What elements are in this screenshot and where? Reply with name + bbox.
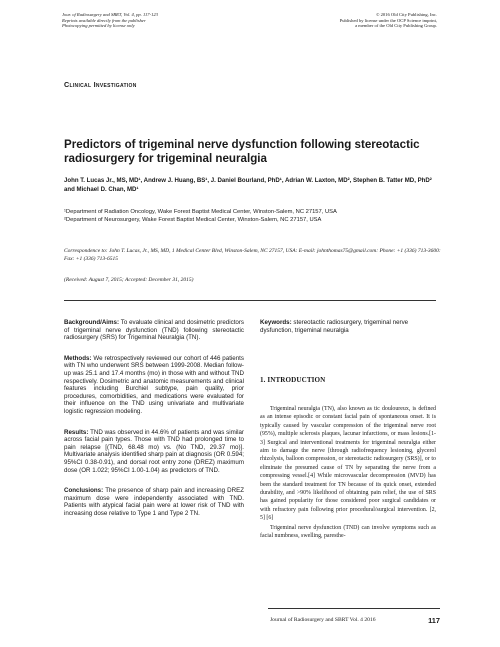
right-column	[260, 319, 436, 540]
header-left-line: Reprints available directly from the publisher	[62, 17, 146, 23]
header-right-line: Published by license under the OCP Science imprint,	[339, 17, 437, 23]
affiliations	[64, 209, 444, 224]
received-accepted-dates: (Received: August 7, 2015; Accepted: December 31, 2015)	[64, 277, 194, 283]
abstract-label: Results:	[64, 428, 89, 436]
affiliation-line: ¹Department of Radiation Oncology, Wake Forest Baptist Medical Center, Winston-Salem, NC 27157, USA	[64, 209, 337, 215]
correspondence: Correspondence to: John T. Lucas, Jr., MS, MD, 1 Medical Center Blvd, Winston-Salem, NC 27157, USA: E-mail: johnthomas75@gmail.com: Phone: +1 (336) 713-3600: Fax: +1 (336) 713-6515	[64, 248, 441, 262]
abstract-methods	[64, 355, 244, 416]
abstract-background	[64, 319, 244, 342]
keywords	[260, 319, 436, 334]
abstract-text: The presence of sharp pain and increasing DREZ maximum dose were independently associated with TND. Patients with atypical facial pain were at lower risk of TND with increasing dose relative to Type 1 and Type 2 TN.	[64, 487, 245, 517]
article-title: Predictors of trigeminal nerve dysfunction following stereotactic radiosurgery for trigeminal neuralgia	[64, 138, 420, 165]
author-list: John T. Lucas Jr., MS, MD¹, Andrew J. Huang, BS¹, J. Daniel Bourland, PhD¹, Adrian W. Laxton, MD², Stephen B. Tatter MD, PhD² and Michael D. Chan, MD¹	[64, 177, 432, 193]
keywords-label: Keywords:	[260, 319, 292, 326]
introduction-body	[260, 405, 436, 542]
abstract	[64, 319, 244, 530]
keywords-text: stereotactic radiosurgery, trigeminal nerve dysfunction, trigeminal neuralgia	[260, 319, 409, 334]
affiliation-line: ²Department of Neurosurgery, Wake Forest Baptist Medical Center, Winston-Salem, NC 27157, USA	[64, 216, 322, 223]
abstract-text: TND was observed in 44.6% of patients and was similar across facial pain types. Those with TND had prolonged time to pain relapse [(TND, 68.48 mo) vs. (No TND, 29.37 mo)]. Multivariate analysis identified sharp pain at diagnosis (OR 0.594; 95%CI 0.38-0.91), and dorsal root entry zone (DREZ) maximum dose (OR 1.022; 95%CI 1.00-1.04) as predictors of TND.	[64, 428, 244, 474]
abstract-label: Conclusions:	[64, 487, 104, 495]
section-label: Clinical Investigation	[64, 80, 137, 89]
body-paragraph: Trigeminal nerve dysfunction (TND) can involve symptoms such as facial numbness, swelling, paresthe-	[260, 524, 436, 540]
body-paragraph: Trigeminal neuralgia (TN), also known as tic douloureux, is defined as an intense episodic or constant facial pain of spontaneous onset. It is typically caused by vascular compression of the trigeminal nerve root (95%), multiple sclerosis plaques, lacunar infarctions, or mass lesions.[1-3] Surgical and interventional treatments for trigeminal neuralgia either aim to damage the nerve [through radiofrequency lesioning, glycerol rhizolysis, balloon compression, or stereotactic radiosurgery (SRS)], or to eliminate the presumed cause of TN by separating the nerve from a compressing vessel.[4] While microvascular decompression (MVD) has been the standard treatment for TN because of its quick onset, extended durability, and >90% likelihood of obtaining pain relief, the use of SRS has gained popularity for those considered poor surgical candidates or with refractory pain following prior procedural/surgical intervention. [2, 5] [6]	[260, 406, 436, 522]
introduction-heading: 1. INTRODUCTION	[260, 376, 326, 384]
header-right-line: © 2016 Old City Publishing, Inc.	[375, 12, 437, 17]
footer-journal: Journal of Radiosurgery and SBRT Vol. 4 2016	[270, 617, 376, 623]
abstract-results	[64, 429, 244, 475]
footer-rule	[268, 608, 440, 609]
abstract-label: Methods:	[64, 354, 92, 362]
abstract-conclusions	[64, 487, 244, 517]
header-left-line: Photocopying permitted by license only	[62, 23, 135, 29]
abstract-text: To evaluate clinical and dosimetric predictors of trigeminal nerve dysfunction (TND) following stereotactic radiosurgery (SRS) for Trigeminal Neuralgia (TN).	[64, 319, 245, 342]
abstract-label: Background/Aims:	[64, 319, 120, 326]
separator-rule	[64, 300, 436, 301]
header-left-line: Jour. of Radiosurgery and SBRT, Vol. 4, pp. 117-123	[62, 12, 158, 17]
page-number: 117	[428, 616, 440, 625]
abstract-text: We retrospectively reviewed our cohort of 446 patients with TN who underwent SRS between 1999-2008. Median follow-up was 25.1 and 17.4 months (mo) in those with and without TND respectively. Dosimetric and anatomic measurements and clinical features including Burchiel subtype, pain quality, prior procedures, comorbidities, and medications were evaluated for their influence on the TND using univariate and multivariate logistic regression modeling.	[64, 354, 244, 415]
journal-header-right	[237, 12, 437, 29]
header-right-line: a member of the Old City Publishing Group.	[355, 23, 437, 29]
journal-header-left	[62, 12, 262, 29]
